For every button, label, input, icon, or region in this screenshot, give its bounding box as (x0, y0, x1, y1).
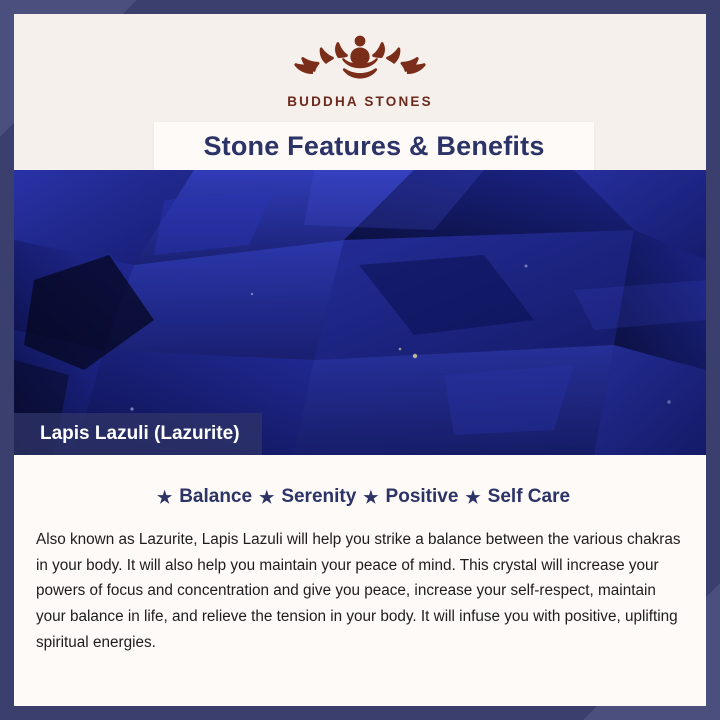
brand-name: BUDDHA STONES (287, 94, 433, 109)
star-icon: ★ (465, 487, 481, 507)
poster-inner-panel (14, 14, 706, 706)
keyword-serenity: Serenity (281, 486, 357, 507)
page-title-bar (154, 122, 594, 170)
keyword-self-care: Self Care (487, 486, 571, 507)
lotus-meditation-icon (285, 28, 435, 90)
star-icon: ★ (156, 487, 173, 507)
stone-info-panel (14, 455, 706, 706)
star-icon: ★ (259, 487, 275, 507)
star-icon: ★ (363, 487, 379, 507)
keyword-list (14, 486, 706, 508)
stone-name-caption: Lapis Lazuli (Lazurite) (14, 413, 262, 455)
page-title: Stone Features & Benefits (203, 130, 545, 161)
keyword-balance: Balance (179, 486, 253, 507)
stone-hero-image (14, 170, 706, 455)
brand-header (14, 14, 706, 130)
stone-description: Also known as Lazurite, Lapis Lazuli will help you strike a balance between the various chakras in your body. It will also help you maintain your peace of mind. This crystal will increase your powers of focus and concentration and give you peace, increase your self-respect, maintain your balance in life, and relieve the tension in your body. It will infuse you with positive, uplifting spiritual energies. (36, 531, 681, 651)
keyword-positive: Positive (385, 486, 459, 507)
